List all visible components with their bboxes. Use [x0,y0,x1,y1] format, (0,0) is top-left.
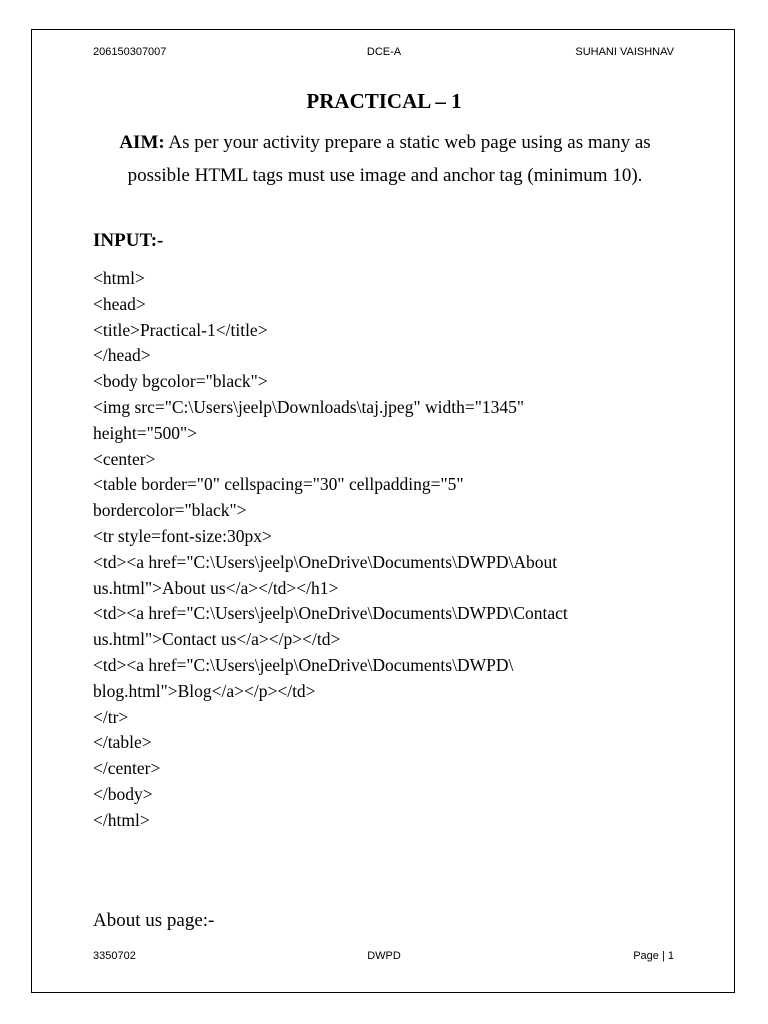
code-line: <center> [93,448,156,469]
code-line: blog.html">Blog</a></p></td> [93,680,316,701]
code-line: us.html">Contact us</a></p></td> [93,629,341,650]
code-listing [93,266,693,834]
code-line: <table border="0" cellspacing="30" cellpadding="5" [93,474,464,495]
code-line: </tr> [93,706,129,727]
code-line: <td><a href="C:\Users\jeelp\OneDrive\Documents\DWPD\Contact [93,603,568,624]
page-title: PRACTICAL – 1 [306,89,462,113]
aim-label: AIM: [119,132,165,153]
code-line: <head> [93,293,146,314]
header-class: DCE-A [366,46,402,58]
code-line: </body> [93,783,153,804]
code-line: </table> [93,732,152,753]
header-student-name: SUHANI VAISHNAV [575,46,674,58]
code-line: </html> [93,809,150,830]
about-us-heading: About us page:- [93,910,215,931]
code-line: bordercolor="black"> [93,500,247,521]
code-line: </head> [93,345,151,366]
input-heading: INPUT:- [93,230,164,251]
code-line: height="500"> [93,422,198,443]
footer-page-number: Page | 1 [633,950,674,962]
code-line: <td><a href="C:\Users\jeelp\OneDrive\Documents\DWPD\ [93,654,514,675]
code-line: <title>Practical-1</title> [93,319,268,340]
header-enrollment-number: 206150307007 [93,46,167,58]
footer-subject-name: DWPD [367,950,401,962]
code-line: <td><a href="C:\Users\jeelp\OneDrive\Documents\DWPD\About [93,551,558,572]
code-line: <body bgcolor="black"> [93,371,268,392]
code-line: <tr style=font-size:30px> [93,525,272,546]
code-line: <img src="C:\Users\jeelp\Downloads\taj.jpeg" width="1345" [93,396,524,417]
footer-subject-code: 3350702 [93,950,136,962]
aim-text-line1: As per your activity prepare a static web page using as many as [164,132,651,153]
code-line: <html> [93,268,145,288]
code-line: us.html">About us</a></td></h1> [93,577,339,598]
aim-text-line2: possible HTML tags must use image and anchor tag (minimum 10). [127,165,643,186]
code-line: </center> [93,758,161,779]
aim-paragraph [90,126,680,192]
